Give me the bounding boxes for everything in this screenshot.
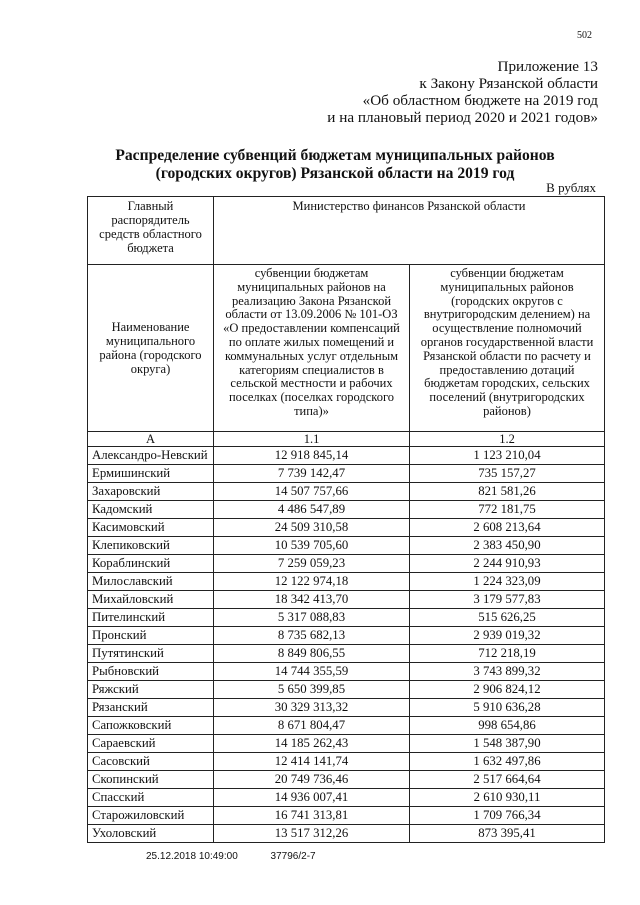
district-name: Путятинский [88, 645, 214, 663]
district-name: Касимовский [88, 519, 214, 537]
value-col-1: 8 671 804,47 [214, 717, 410, 735]
table-row [88, 519, 605, 537]
value-col-1: 4 486 547,89 [214, 501, 410, 519]
table-row [88, 825, 605, 843]
header-main-distributor: Главный распорядитель средств областного бюджета [88, 197, 214, 265]
table-row [88, 447, 605, 465]
value-col-1: 8 735 682,13 [214, 627, 410, 645]
value-col-2: 5 910 636,28 [410, 699, 605, 717]
appendix-note [238, 58, 598, 126]
units-label: В рублях [546, 180, 596, 195]
value-col-2: 1 548 387,90 [410, 735, 605, 753]
value-col-2: 735 157,27 [410, 465, 605, 483]
district-name: Ряжский [88, 681, 214, 699]
table-row [88, 555, 605, 573]
value-col-2: 712 218,19 [410, 645, 605, 663]
value-col-2: 1 224 323,09 [410, 573, 605, 591]
value-col-1: 12 122 974,18 [214, 573, 410, 591]
table-row [88, 645, 605, 663]
district-name: Рязанский [88, 699, 214, 717]
table-row [88, 465, 605, 483]
appendix-line: «Об областном бюджете на 2019 год [362, 92, 598, 109]
table-row [88, 717, 605, 735]
table-row [88, 699, 605, 717]
district-name: Кадомский [88, 501, 214, 519]
value-col-2: 3 743 899,32 [410, 663, 605, 681]
value-col-1: 18 342 413,70 [214, 591, 410, 609]
value-col-1: 14 744 355,59 [214, 663, 410, 681]
value-col-1: 14 185 262,43 [214, 735, 410, 753]
district-name: Старожиловский [88, 807, 214, 825]
column-letter: 1.2 [410, 432, 605, 447]
district-name: Милославский [88, 573, 214, 591]
column-letter-row [88, 432, 605, 447]
column-letter: А [88, 432, 214, 447]
header-name: Наименование муниципального района (городского округа) [88, 265, 214, 432]
district-name: Рыбновский [88, 663, 214, 681]
appendix-line: к Закону Рязанской области [419, 75, 598, 92]
value-col-2: 821 581,26 [410, 483, 605, 501]
value-col-2: 1 632 497,86 [410, 753, 605, 771]
header-row-columns [88, 265, 605, 432]
district-name: Сасовский [88, 753, 214, 771]
table-row [88, 501, 605, 519]
district-name: Захаровский [88, 483, 214, 501]
appendix-line: Приложение 13 [497, 58, 598, 75]
value-col-1: 16 741 313,81 [214, 807, 410, 825]
district-name: Пителинский [88, 609, 214, 627]
appendix-line: и на плановый период 2020 и 2021 годов» [327, 109, 598, 126]
table-row [88, 663, 605, 681]
district-name: Спасский [88, 789, 214, 807]
value-col-1: 5 650 399,85 [214, 681, 410, 699]
district-name: Кораблинский [88, 555, 214, 573]
value-col-1: 13 517 312,26 [214, 825, 410, 843]
value-col-2: 3 179 577,83 [410, 591, 605, 609]
value-col-2: 2 939 019,32 [410, 627, 605, 645]
value-col-1: 7 259 059,23 [214, 555, 410, 573]
value-col-1: 5 317 088,83 [214, 609, 410, 627]
table-row [88, 483, 605, 501]
subventions-table [87, 196, 605, 843]
table-row [88, 627, 605, 645]
value-col-1: 12 918 845,14 [214, 447, 410, 465]
value-col-2: 2 244 910,93 [410, 555, 605, 573]
table-row [88, 807, 605, 825]
table-row [88, 573, 605, 591]
district-name: Ермишинский [88, 465, 214, 483]
value-col-1: 7 739 142,47 [214, 465, 410, 483]
value-col-1: 10 539 705,60 [214, 537, 410, 555]
value-col-2: 772 181,75 [410, 501, 605, 519]
title-line-1: Распределение субвенций бюджетам муниципальных районов [115, 147, 555, 164]
header-ministry: Министерство финансов Рязанской области [214, 197, 605, 265]
district-name: Михайловский [88, 591, 214, 609]
district-name: Пронский [88, 627, 214, 645]
table-row [88, 789, 605, 807]
value-col-2: 2 610 930,11 [410, 789, 605, 807]
value-col-1: 14 507 757,66 [214, 483, 410, 501]
value-col-2: 515 626,25 [410, 609, 605, 627]
table-row [88, 681, 605, 699]
district-name: Сараевский [88, 735, 214, 753]
value-col-2: 2 906 824,12 [410, 681, 605, 699]
table-row [88, 735, 605, 753]
district-name: Клепиковский [88, 537, 214, 555]
title-line-2: (городских округов) Рязанской области на 2019 год [155, 165, 515, 182]
value-col-1: 12 414 141,74 [214, 753, 410, 771]
value-col-1: 8 849 806,55 [214, 645, 410, 663]
value-col-2: 873 395,41 [410, 825, 605, 843]
value-col-1: 24 509 310,58 [214, 519, 410, 537]
document-title [70, 147, 600, 183]
table-row [88, 591, 605, 609]
table-row [88, 753, 605, 771]
column-letter: 1.1 [214, 432, 410, 447]
value-col-2: 2 517 664,64 [410, 771, 605, 789]
footer-datetime: 25.12.2018 10:49:00 [146, 851, 238, 862]
page-number: 502 [577, 30, 592, 41]
district-name: Скопинский [88, 771, 214, 789]
district-name: Александро-Невский [88, 447, 214, 465]
value-col-2: 1 709 766,34 [410, 807, 605, 825]
value-col-2: 998 654,86 [410, 717, 605, 735]
table-row [88, 771, 605, 789]
header-col-1: субвенции бюджетам муниципальных районов на реализацию Закона Рязанской области от 13.09.2006 № 101-ОЗ «О предоставлении компенсаций по оплате жилых помещений и коммунальных услуг отдельным категориям специалистов в сельской местности и рабочих поселках (поселках городского типа)» [214, 265, 410, 432]
table-row [88, 609, 605, 627]
footer-doc-id: 37796/2-7 [270, 851, 316, 862]
table-row [88, 537, 605, 555]
value-col-1: 30 329 313,32 [214, 699, 410, 717]
district-name: Сапожковский [88, 717, 214, 735]
footer [146, 851, 346, 862]
value-col-1: 14 936 007,41 [214, 789, 410, 807]
value-col-2: 1 123 210,04 [410, 447, 605, 465]
value-col-2: 2 608 213,64 [410, 519, 605, 537]
value-col-1: 20 749 736,46 [214, 771, 410, 789]
value-col-2: 2 383 450,90 [410, 537, 605, 555]
header-col-2: субвенции бюджетам муниципальных районов (городских округов с внутригородским делением) на осуществление полномочий органов государственной власти Рязанской области по расчету и предоставлению дотаций бюджетам городских, сельских поселений (внутригородских районов) [410, 265, 605, 432]
district-name: Ухоловский [88, 825, 214, 843]
header-row-distributor [88, 197, 605, 265]
